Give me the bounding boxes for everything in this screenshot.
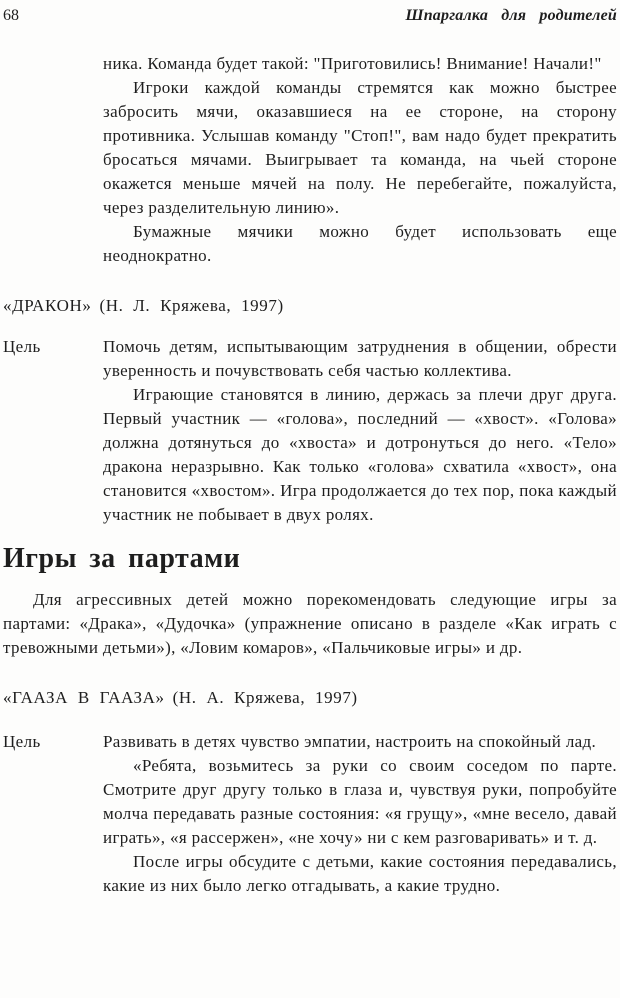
paragraph-instructions: «Ребята, возьмитесь за руки со своим соседом по парте. Смотрите друг другу только в глаза и, чувствуя руки, попробуйте молча передавать разные состояния: «я грущу», «мне весело, давай играть», «я рассержен», «не хочу» ни с кем разговаривать» и т. д. — [103, 756, 617, 847]
page-number: 68 — [3, 7, 19, 24]
paragraph-paper-balls: Бумажные мячики можно будет использовать еще неоднократно. — [103, 222, 617, 265]
game-name: «ДРАКОН» — [3, 296, 92, 315]
goal-text — [103, 335, 617, 527]
section-intro: Для агрессивных детей можно порекомендовать следующие игры за партами: «Драка», «Дудочка» (упражнение описано в разделе «Как играть с тревожными детьми»), «Ловим комаров», «Пальчиковые игры» и др. — [3, 590, 617, 657]
goal-block-eyes — [3, 730, 617, 898]
page-header — [3, 6, 617, 26]
continuation-block — [103, 52, 617, 268]
game-name: «ГААЗА В ГААЗА» — [3, 688, 165, 707]
goal-block-dragon — [3, 335, 617, 527]
running-title: Шпаргалка для родителей — [405, 7, 617, 24]
game-title-eyes — [3, 686, 617, 710]
goal-text — [103, 730, 617, 898]
paragraph-rules: Играющие становятся в линию, держась за плечи друг друга. Первый участник — «голова», последний — «хвост». «Голова» должна дотянуться до «хвоста» и дотронуться до него. «Тело» дракона неразрывно. Как только «голова» схватила «хвост», она становится «хвостом». Игра продолжается до тех пор, пока каждый участник не побывает в двух ролях. — [103, 385, 617, 524]
paragraph-discussion: После игры обсудите с детьми, какие состояния передавались, какие из них было легко отгадывать, а какие трудно. — [103, 852, 617, 895]
paragraph-goal: Помочь детям, испытывающим затруднения в общении, обрести уверенность и почувствовать себя частью коллектива. — [103, 337, 617, 380]
game-title-dragon — [3, 294, 617, 318]
paragraph-command: ника. Команда будет такой: "Приготовились! Внимание! Начали!" — [103, 54, 602, 73]
goal-label: Цель — [3, 337, 41, 356]
game-attribution: (Н. А. Кряжева, 1997) — [172, 688, 358, 707]
goal-label: Цель — [3, 732, 41, 751]
section-heading: Игры за партами — [3, 543, 241, 574]
paragraph-players: Игроки каждой команды стремятся как можно быстрее забросить мячи, оказавшиеся на ее стороне, на сторону противника. Услышав команду "Стоп!", вам надо будет прекратить бросаться мячами. Выигрывает та команда, на чьей стороне окажется меньше мячей на полу. Не перебегайте, пожалуйста, через разделительную линию». — [103, 78, 617, 217]
game-attribution: (Н. Л. Кряжева, 1997) — [99, 296, 284, 315]
paragraph-goal: Развивать в детях чувство эмпатии, настроить на спокойный лад. — [103, 732, 597, 751]
